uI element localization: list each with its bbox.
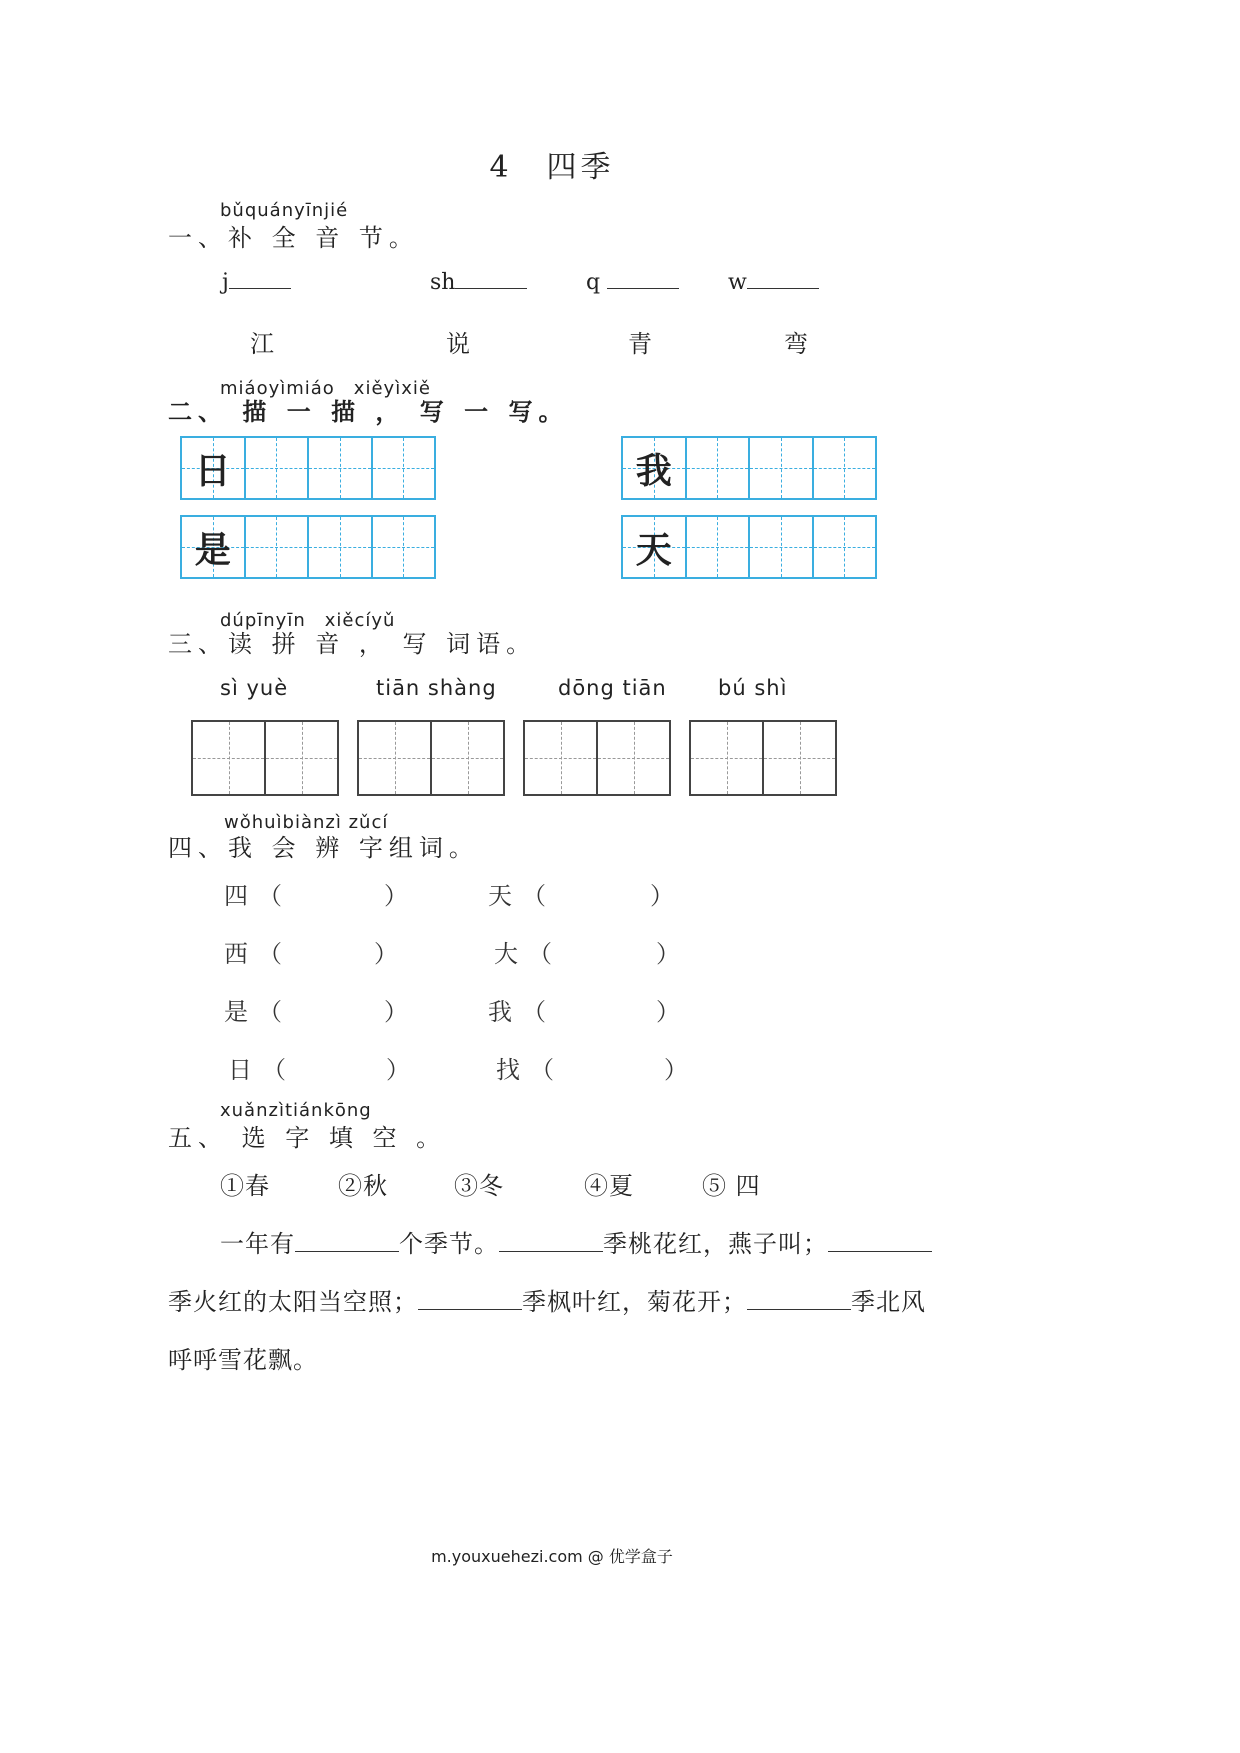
trace-char: 天	[635, 528, 672, 571]
tianzige-grid-wo	[621, 436, 877, 500]
open-paren: （	[528, 940, 552, 968]
s1-item-1: sh	[430, 268, 527, 295]
s5-line-3: 呼呼雪花飘。	[168, 1346, 318, 1374]
s1-heading: 一、补 全 音 节。	[168, 224, 419, 252]
close-paren: ）	[384, 998, 408, 1026]
grid-cell[interactable]	[812, 517, 876, 577]
s2-pinyin: miáoyìmiáo xiěyìxiě	[220, 378, 431, 399]
grid-cell[interactable]	[762, 722, 835, 794]
close-paren: ）	[386, 1056, 410, 1084]
s3-word-1: tiān shàng	[376, 676, 497, 700]
s3-word-3: bú shì	[718, 676, 788, 700]
grid-cell[interactable]	[685, 438, 749, 498]
trace-char: 日	[194, 449, 231, 492]
grid-cell[interactable]	[264, 722, 337, 794]
s3-word-0: sì yuè	[220, 676, 289, 700]
s1-item-2: q	[586, 268, 679, 295]
open-paren: （	[258, 998, 282, 1026]
grid-cell[interactable]	[430, 722, 503, 794]
grid-cell[interactable]	[685, 517, 749, 577]
grid-cell[interactable]	[596, 722, 669, 794]
open-paren: （	[530, 1056, 554, 1084]
s1-char-2: 青	[628, 330, 652, 358]
s4-right-char-1: 大	[494, 940, 518, 968]
s4-heading: 四、我 会 辨 字组词。	[168, 834, 479, 862]
close-paren: ）	[374, 940, 398, 968]
s4-pinyin: wǒhuìbiànzì zǔcí	[224, 812, 389, 833]
s1-pinyin: bǔquányīnjié	[220, 200, 349, 221]
page-title: 4 四季	[489, 150, 615, 185]
grid-cell[interactable]	[812, 438, 876, 498]
s4-right-char-2: 我	[488, 998, 512, 1026]
s5-option-0: ①春	[220, 1172, 270, 1200]
s5-pinyin: xuǎnzìtiánkōng	[220, 1100, 372, 1121]
word-grid-3	[689, 720, 837, 796]
s5-option-2: ③冬	[454, 1172, 504, 1200]
s1-char-0: 江	[250, 330, 274, 358]
open-paren: （	[258, 882, 282, 910]
grid-cell[interactable]	[748, 517, 812, 577]
s4-left-char-1: 西	[224, 940, 248, 968]
s5-heading: 五、 选 字 填 空 。	[168, 1124, 447, 1152]
open-paren: （	[262, 1056, 286, 1084]
s4-right-char-0: 天	[488, 882, 512, 910]
grid-cell	[182, 517, 244, 577]
answer-blank[interactable]	[229, 268, 291, 289]
s3-pinyin: dúpīnyīn xiěcíyǔ	[220, 610, 396, 631]
tianzige-grid-shi	[180, 515, 436, 579]
close-paren: ）	[656, 940, 680, 968]
grid-cell[interactable]	[371, 438, 435, 498]
open-paren: （	[258, 940, 282, 968]
close-paren: ）	[656, 998, 680, 1026]
close-paren: ）	[664, 1056, 688, 1084]
answer-blank[interactable]	[455, 268, 527, 289]
answer-blank[interactable]	[747, 268, 819, 289]
open-paren: （	[522, 882, 546, 910]
grid-cell	[623, 438, 685, 498]
grid-cell[interactable]	[193, 722, 264, 794]
close-paren: ）	[650, 882, 674, 910]
s5-option-1: ②秋	[338, 1172, 388, 1200]
s5-option-3: ④夏	[584, 1172, 634, 1200]
s4-left-char-0: 四	[224, 882, 248, 910]
tianzige-grid-tian	[621, 515, 877, 579]
s1-char-1: 说	[446, 330, 470, 358]
answer-blank[interactable]	[747, 1289, 851, 1310]
grid-cell[interactable]	[748, 438, 812, 498]
answer-blank[interactable]	[418, 1289, 522, 1310]
s1-item-3: w	[728, 268, 819, 295]
grid-cell	[623, 517, 685, 577]
grid-cell[interactable]	[244, 438, 308, 498]
answer-blank[interactable]	[607, 268, 679, 289]
word-grid-2	[523, 720, 671, 796]
footer-source: m.youxuehezi.com @ 优学盒子	[431, 1547, 673, 1566]
s1-item-0: j	[222, 268, 291, 295]
trace-char: 我	[635, 449, 672, 492]
word-grid-0	[191, 720, 339, 796]
answer-blank[interactable]	[828, 1231, 932, 1252]
s5-line-1: 一年有 个季节。 季桃花红，燕子叫；	[220, 1224, 932, 1259]
s3-heading: 三、读 拼 音 ， 写 词语。	[168, 630, 537, 658]
grid-cell[interactable]	[371, 517, 435, 577]
grid-cell[interactable]	[244, 517, 308, 577]
grid-cell[interactable]	[307, 438, 371, 498]
close-paren: ）	[384, 882, 408, 910]
open-paren: （	[522, 998, 546, 1026]
word-grid-1	[357, 720, 505, 796]
s4-left-char-3: 日	[228, 1056, 252, 1084]
grid-cell[interactable]	[359, 722, 430, 794]
s3-word-2: dōng tiān	[558, 676, 667, 700]
grid-cell	[182, 438, 244, 498]
s2-heading: 二、 描 一 描 ， 写 一 写。	[168, 398, 569, 426]
s4-left-char-2: 是	[224, 998, 248, 1026]
s5-line-2: 季火红的太阳当空照； 季枫叶红，菊花开； 季北风	[168, 1288, 926, 1316]
answer-blank[interactable]	[499, 1231, 603, 1252]
tianzige-grid-ri	[180, 436, 436, 500]
grid-cell[interactable]	[525, 722, 596, 794]
answer-blank[interactable]	[295, 1231, 399, 1252]
grid-cell[interactable]	[691, 722, 762, 794]
s1-char-3: 弯	[784, 330, 808, 358]
trace-char: 是	[194, 528, 231, 571]
grid-cell[interactable]	[307, 517, 371, 577]
s4-right-char-3: 找	[496, 1056, 520, 1084]
s5-option-4: ⑤ 四	[702, 1172, 761, 1200]
